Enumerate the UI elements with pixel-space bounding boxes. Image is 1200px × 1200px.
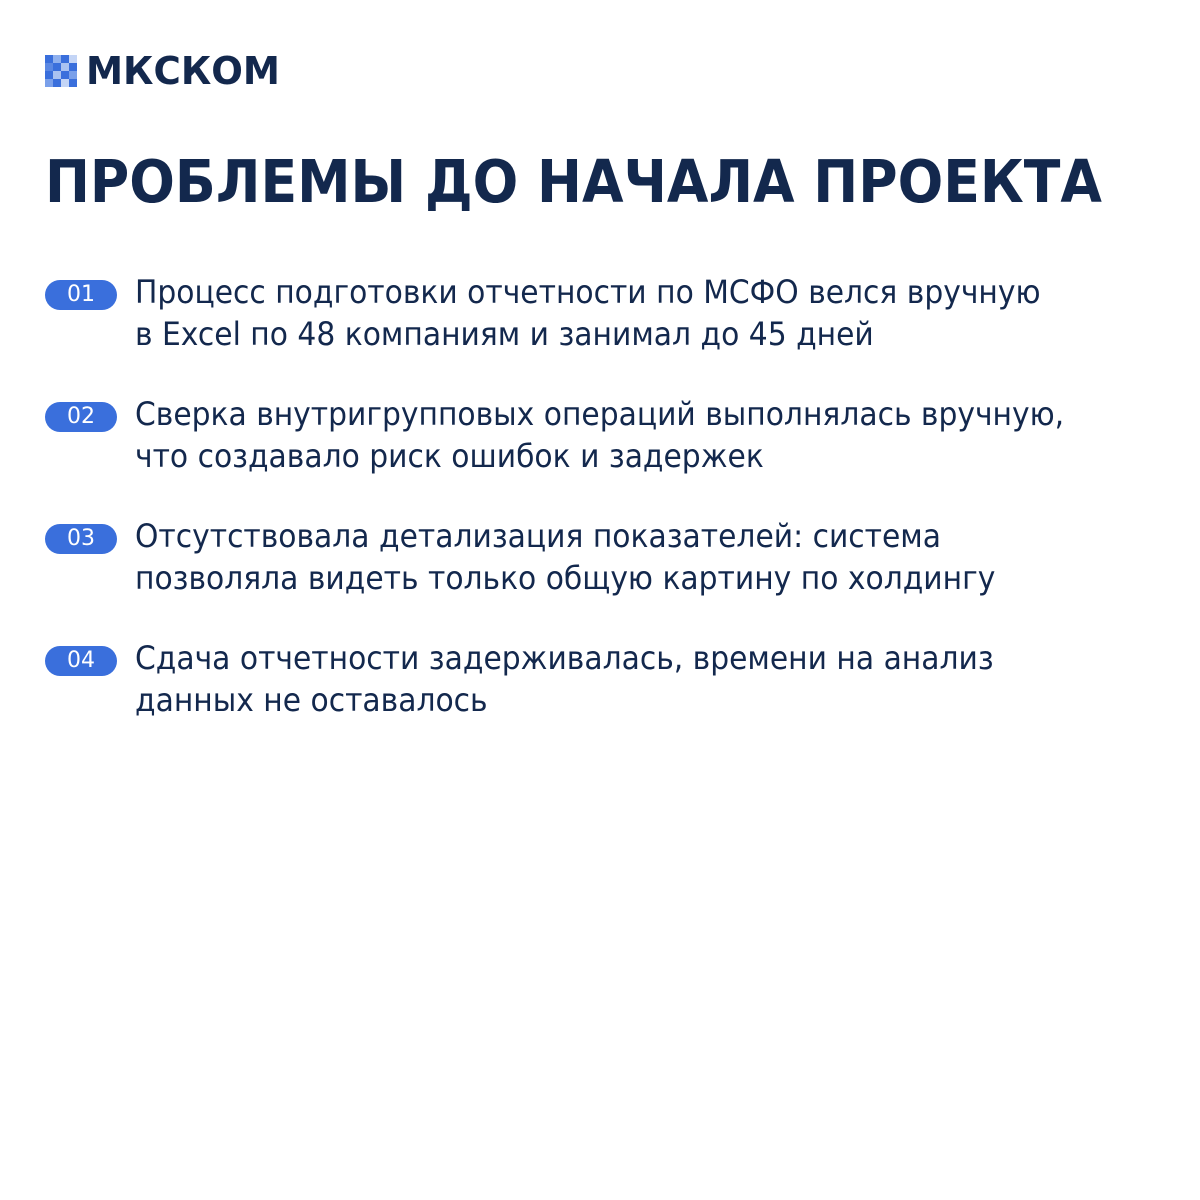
problem-text <box>135 637 1074 721</box>
page-title: ПРОБЛЕМЫ ДО НАЧАЛА ПРОЕКТА <box>45 147 1102 216</box>
list-item <box>45 515 1165 595</box>
problem-text-line: Процесс подготовки отчетности по МСФО велся вручную <box>135 273 1041 311</box>
list-item <box>45 271 1165 351</box>
pixel-mosaic-logo-icon <box>45 55 77 87</box>
list-item <box>45 637 1165 717</box>
problem-text-line: Сверка внутригрупповых операций выполнялась вручную, <box>135 395 1065 433</box>
brand-name: МКСКОМ <box>86 49 280 93</box>
brand-logo <box>45 49 284 93</box>
number-badge: 04 <box>45 646 117 676</box>
number-badge: 02 <box>45 402 117 432</box>
problem-text <box>135 271 1074 355</box>
problem-text <box>135 515 1074 599</box>
problem-text-line: данных не оставалось <box>135 681 488 719</box>
problem-list <box>45 271 1165 759</box>
number-badge: 01 <box>45 280 117 310</box>
problem-text-line: позволяла видеть только общую картину по холдингу <box>135 559 996 597</box>
number-badge: 03 <box>45 524 117 554</box>
problem-text-line: Сдача отчетности задерживалась, времени на анализ <box>135 639 994 677</box>
problem-text <box>135 393 1074 477</box>
list-item <box>45 393 1165 473</box>
problem-text-line: что создавало риск ошибок и задержек <box>135 437 764 475</box>
problem-text-line: в Excel по 48 компаниям и занимал до 45 дней <box>135 315 874 353</box>
problem-text-line: Отсутствовала детализация показателей: система <box>135 517 941 555</box>
